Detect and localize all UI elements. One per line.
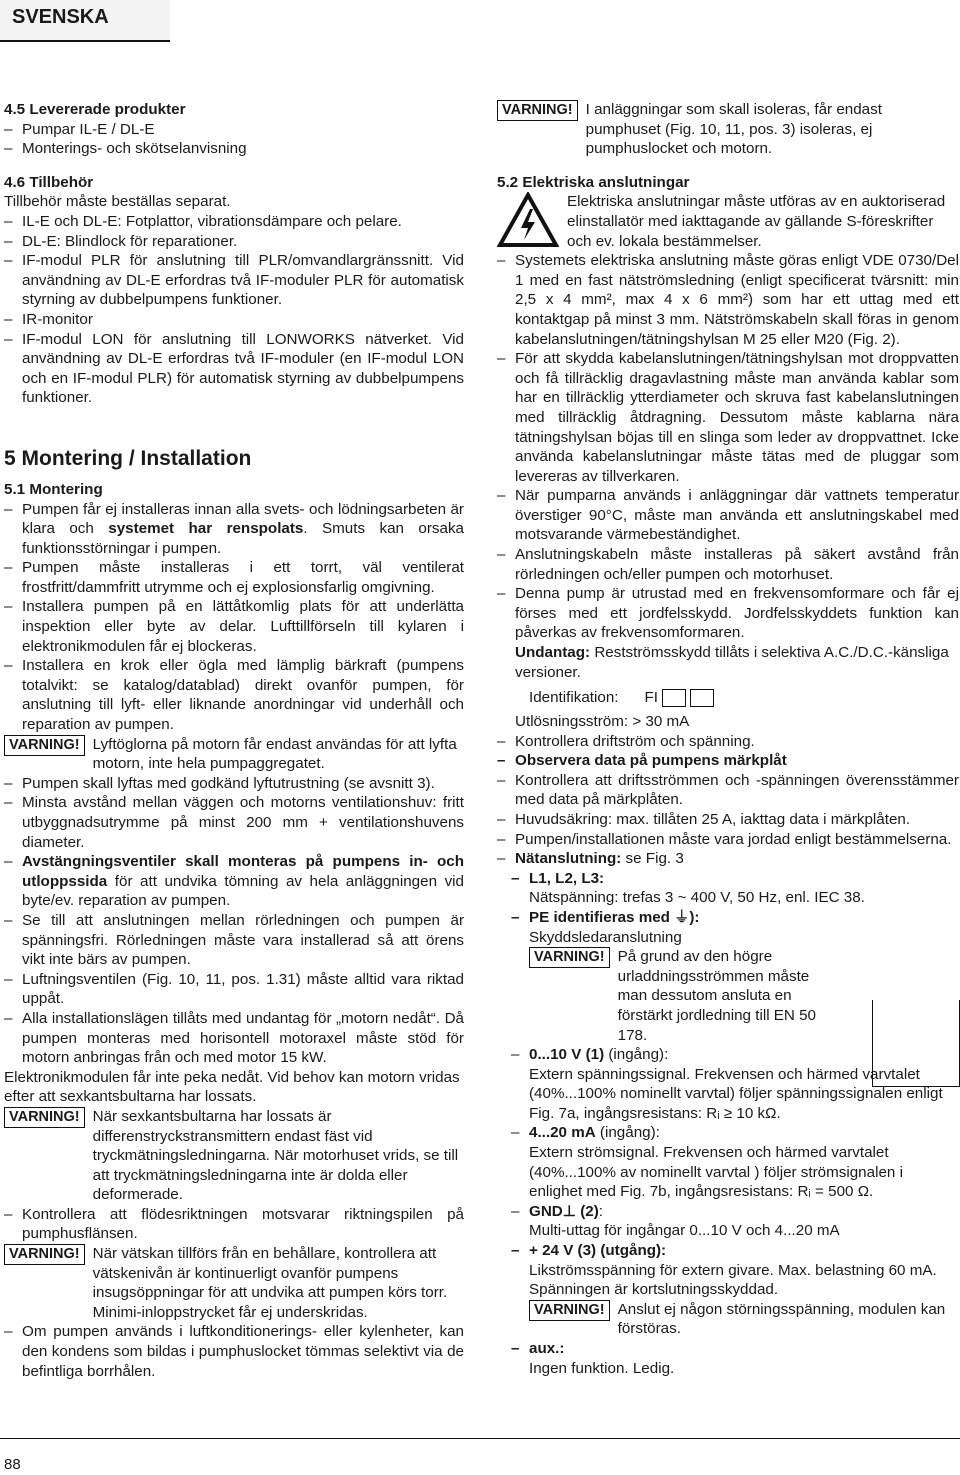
text: se Fig. 3 [621, 850, 684, 868]
page-number: 88 [4, 1456, 21, 1473]
section-5-1-title: 5.1 Montering [4, 480, 103, 498]
ground-symbol-sketch [872, 1000, 960, 1087]
text: . Smuts kan orsaka funktionsstörningar i pumpen. [22, 520, 464, 557]
sub-item: – + 24 V (3) (utgång): [497, 1241, 959, 1261]
text-bold: 0...10 V (1) [529, 1046, 605, 1064]
list-item: – Huvudsäkring: max. tillåten 25 A, iakttag data i märkplåten. [497, 810, 959, 830]
list-item: – Alla installationslägen tillåts med undantag för „motorn nedåt“. Då pumpen monteras med horisontell motoraxel måste stöd för motorn anbringas från och med motor 15 kW. [4, 1009, 464, 1068]
warning-block [497, 1300, 959, 1339]
text: Pumpen får ej installeras innan alla svets- och lödningsarbeten är klara och [22, 500, 464, 538]
list-item: – IR-monitor [4, 310, 464, 330]
list-item: – Anslutningskabeln måste installeras på säkert avstånd från rörledningen och/eller pumpen och motorhuset. [497, 545, 959, 584]
right-column [497, 100, 959, 1378]
warning-block [497, 947, 829, 1045]
section-5-2-title: 5.2 Elektriska anslutningar [497, 173, 690, 191]
warning-text: När vätskan tillförs från en behållare, kontrollera att vätskenivån är kontinuerligt ovanför pumpens insugsöppningar för att undvika att pumpen körs torr. Minimi-inloppstrycket får ej underskridas. [92, 1245, 448, 1321]
section-5-title: 5 Montering / Installation [4, 446, 252, 470]
electric-warning-block [497, 192, 959, 251]
left-column [4, 100, 464, 1381]
identification-label: Identifikation: [529, 689, 619, 707]
warning-block [4, 1244, 464, 1322]
electric-hazard-icon [497, 192, 559, 248]
warning-block [4, 1107, 464, 1205]
footer-rule [0, 1438, 960, 1439]
warning-text: När sexkantsbultarna har lossats är differenstryckstransmittern endast fäst vid tryckmätningsledningarna. När motorhuset vrids, se till att tryckmätningsledningarna inte är dolda eller deformerade. [92, 1107, 459, 1204]
trip-current: Utlösningsström: > 30 mA [515, 713, 690, 730]
warning-label: VARNING! [4, 735, 85, 756]
sub-text: Nätspänning: trefas 3 ~ 400 V, 50 Hz, enl. IEC 38. [529, 889, 865, 907]
list-item: – DL-E: Blindlock för reparationer. [4, 232, 464, 252]
sub-text: Extern strömsignal. Frekvensen och härmed varvtalet (40%...100% av nominellt varvtal ) följer strömsignalen i enlighet med Fig. 7b, ingångsresistans: Rᵢ = 500 Ω. [529, 1144, 903, 1201]
text-bold: Avstängningsventiler skall monteras på pumpens in- och utloppssida [22, 853, 464, 890]
sub-item: – PE identifieras med ⏚): [497, 908, 959, 928]
list-item: – När pumparna används i anläggningar där vattnets temperatur överstiger 90°C, måste man använda ett anslutningskabel med motsvarande värmebeständighet. [497, 486, 959, 545]
text: (ingång): [595, 1124, 660, 1142]
list-item: – Om pumpen används i luftkonditionerings- eller kylenheter, kan den kondens som bildas i pumphuslocket tömmas selektivt via de befintliga borrhålen. [4, 1322, 464, 1381]
list-item: – IF-modul PLR för anslutning till PLR/omvandlargränssnitt. Vid användning av DL-E erfordras två IF-moduler PLR för automatisk styrning av dubbelpumpens funktioner. [4, 251, 464, 310]
list-item [497, 849, 959, 869]
section-4-5-title: 4.5 Levererade produkter [4, 101, 186, 118]
paragraph: Elektronikmodulen får inte peka nedåt. Vid behov kan motorn vridas efter att sexkantsbultarna har lossats. [4, 1068, 460, 1106]
list-item: – IL-E och DL-E: Fotplattor, vibrationsdämpare och pelare. [4, 212, 464, 232]
language-label: SVENSKA [12, 6, 109, 28]
sub-item: – aux.: [497, 1339, 959, 1359]
electric-intro: Elektriska anslutningar måste utföras av en auktoriserad elinstallatör med iakttagande av gällande S-föreskrifter och ev. lokala bestämmelser. [567, 193, 946, 250]
sub-text: Skyddsledaranslutning [529, 928, 682, 946]
text-bold: Nätanslutning: [515, 850, 622, 868]
list-item: – Kontrollera att flödesriktningen motsvarar riktningspilen på pumphusflänsen. [4, 1205, 464, 1244]
warning-label: VARNING! [529, 947, 610, 968]
list-item: – För att skydda kabelanslutningen/tätningshylsan mot droppvatten och få tillräcklig dragavlastning måste man använda kablar som har en tillräcklig ytterdiameter och skruva fast kabelanslutningen med tillräcklig åtdragning. Dessutom måste kablarna nära tätningshylsan böjas till en slinga som leder av droppvattnet. Icke använda kabelanslutningar måste tätas med de pluggar som levereras av tillverkaren. [497, 349, 959, 486]
list-item [4, 500, 464, 559]
sub-text: Likströmsspänning för extern givare. Max. belastning 60 mA. Spänningen är kortslutningsskyddad. [529, 1261, 937, 1299]
text-bold: GND⊥ (2) [529, 1202, 599, 1220]
list-item: – Pumpen/installationen måste vara jordad enligt bestämmelserna. [497, 830, 959, 850]
warning-label: VARNING! [4, 1244, 85, 1265]
language-header [0, 0, 170, 42]
text: för att undvika tömning av hela anläggningen vid byte/ev. reparation av pumpen. [22, 872, 464, 910]
warning-label: VARNING! [497, 100, 578, 121]
sub-text: Extern spänningssignal. Frekvensen och härmed varvtalet (40%...100% nominellt varvtal) följer spänningssignalen enligt Fig. 7a, ingångsresistans: Rᵢ ≥ 10 kΩ. [529, 1065, 943, 1122]
dc-symbol-icon [690, 689, 714, 707]
text: Restströmsskydd tillåts i selektiva A.C./D.C.-känsliga versioner. [515, 644, 949, 681]
exception-note [497, 643, 959, 682]
list-item: – Monterings- och skötselanvisning [4, 139, 464, 159]
sub-text: Ingen funktion. Ledig. [529, 1359, 675, 1377]
list-item: – Systemets elektriska anslutning måste göras enligt VDE 0730/Del 1 med en fast nätströmsledning (enligt specificerat tvärsnitt: min 2,5 x 4 mm², max 4 x 6 mm²) som har ett uttag med ett kontaktgap på minst 3 mm. Nätströmskabeln skall föras in genom kabelanslutningen/tätningshylsan M 25 eller M20 (Fig. 2). [497, 251, 959, 349]
sub-item [497, 1202, 959, 1222]
section-4-6-title: 4.6 Tillbehör [4, 173, 94, 191]
warning-text: På grund av den högre urladdningsströmmen måste man dessutom ansluta en förstärkt jordledning till EN 50 178. [617, 948, 816, 1044]
warning-text: Lyftöglorna på motorn får endast användas för att lyfta motorn, inte hela pumpaggregatet. [92, 735, 457, 773]
warning-label: VARNING! [4, 1107, 85, 1128]
list-item: – Pumpen måste installeras i ett torrt, väl ventilerat frostfritt/dammfritt utrymme och ej explosionsfarlig omgivning. [4, 558, 464, 597]
list-item: – Kontrollera att driftsströmmen och -spänningen överensstämmer med data på märkplåten. [497, 771, 959, 810]
warning-label: VARNING! [529, 1300, 610, 1321]
warning-text: Anslut ej någon störningsspänning, modulen kan förstöras. [617, 1300, 946, 1338]
ac-symbol-icon [662, 689, 686, 707]
text: (ingång): [604, 1046, 669, 1064]
list-item: – Denna pump är utrustad med en frekvensomformare och får ej förses med ett jordfelsskydd. Jordfelsskyddets funktion kan påverkas av frekvensomformaren. [497, 584, 959, 643]
identification-value: FI [644, 689, 658, 707]
sub-item: – L1, L2, L3: [497, 869, 959, 889]
list-item [4, 852, 464, 911]
warning-block [4, 735, 464, 774]
list-item: – Installera en krok eller ögla med lämplig bärkraft (pumpens totalvikt: se katalog/datablad) direkt ovanför pumpen, för anslutning till lyft- eller liknande anordningar vid underhåll och reparation av pumpen. [4, 656, 464, 734]
text: : [598, 1202, 603, 1220]
list-item: – IF-modul LON för anslutning till LONWORKS nätverket. Vid användning av DL-E erfordras två IF-moduler (en IF-modul LON och en IF-modul PLR) för automatisk styrning av dubbelpumpens funktioner. [4, 330, 464, 408]
list-item: – Pumpar IL-E / DL-E [4, 120, 464, 140]
list-item: – Minsta avstånd mellan väggen och motorns ventilationshuv: fritt utbyggnadsutrymme på minst 200 mm + ventilationshuvens diameter. [4, 793, 464, 852]
sub-text: Multi-uttag för ingångar 0...10 V och 4...20 mA [529, 1222, 840, 1240]
text-bold: 4...20 mA [529, 1124, 596, 1142]
list-item: – Luftningsventilen (Fig. 10, 11, pos. 1.31) måste alltid vara riktad uppåt. [4, 970, 464, 1009]
list-item: – Kontrollera driftström och spänning. [497, 732, 959, 752]
list-item: – Observera data på pumpens märkplåt [497, 751, 959, 771]
warning-block [497, 100, 959, 159]
list-item: – Se till att anslutningen mellan rörledningen och pumpen är spänningsfri. Rörledningen måste vara installerad så att örens vikt inte bärs av pumpen. [4, 911, 464, 970]
identification-row [497, 688, 959, 708]
list-item: – Installera pumpen på en lättåtkomlig plats för att underlätta inspektion eller byte av delar. Lufttillförseln till kylaren i elektronikmodulen får ej blockeras. [4, 597, 464, 656]
text-bold: systemet har renspolats [108, 520, 304, 538]
warning-text: I anläggningar som skall isoleras, får endast pumphuset (Fig. 10, 11, pos. 3) isoleras, ej pumphuslocket och motorn. [585, 101, 882, 158]
text-bold: Undantag: [515, 644, 591, 662]
sub-item [497, 1123, 959, 1143]
accessories-intro: Tillbehör måste beställas separat. [4, 193, 231, 211]
list-item: – Pumpen skall lyftas med godkänd lyftutrustning (se avsnitt 3). [4, 774, 464, 794]
